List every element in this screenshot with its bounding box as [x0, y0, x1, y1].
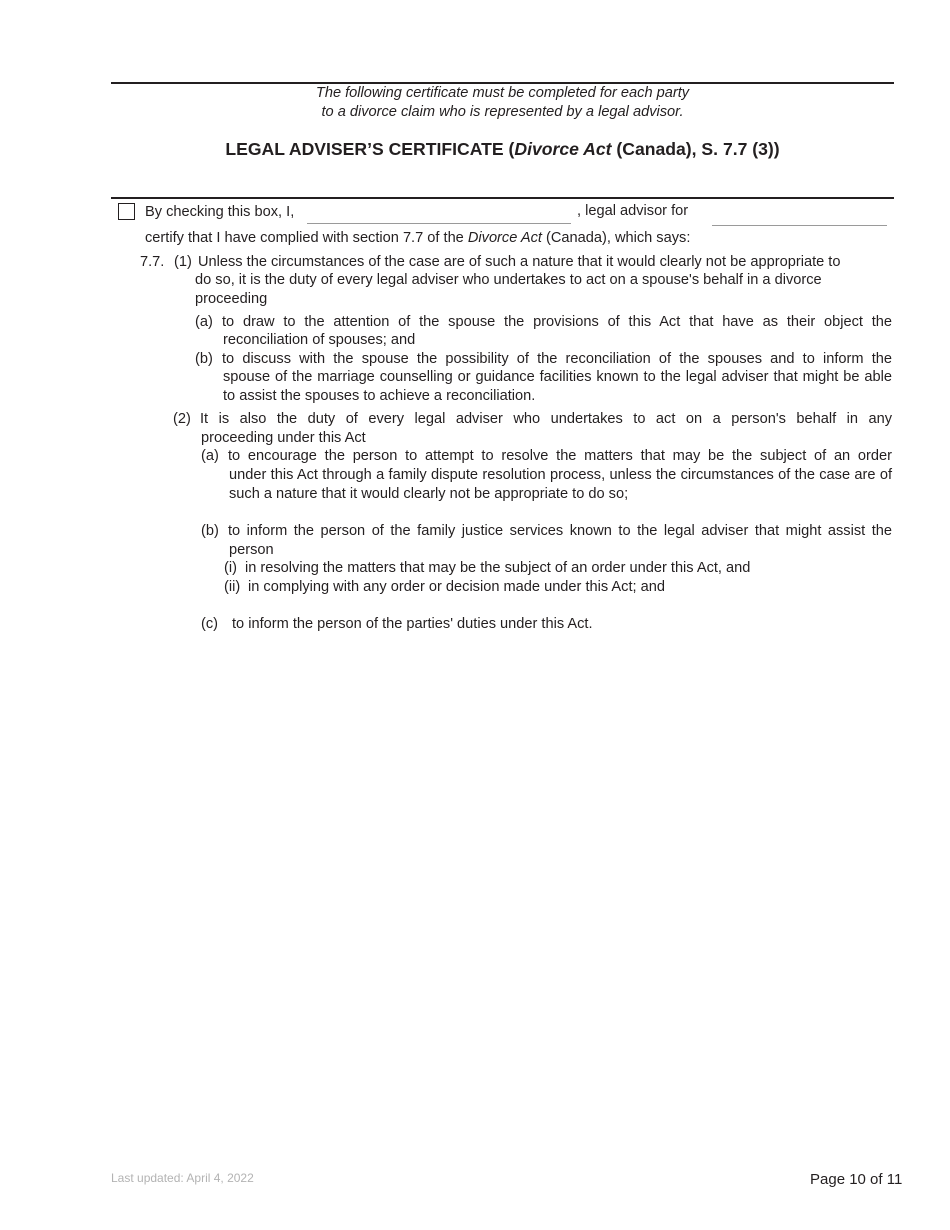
subsection-1-rest: do so, it is the duty of every legal adviser who undertakes to act on a spouse's behalf in a divorce proceeding	[195, 272, 822, 307]
certificate-title	[111, 139, 894, 160]
item-1a-rest: reconciliation of spouses; and	[223, 332, 416, 348]
certify-post: (Canada), which says:	[541, 230, 691, 246]
item-2b-ii-text: in complying with any order or decision made under this Act; and	[248, 579, 665, 595]
item-1b-label: (b)	[195, 351, 213, 367]
intro-line-2: to a divorce claim who is represented by a legal advisor.	[321, 104, 684, 120]
item-2c-label: (c)	[201, 616, 219, 632]
item-2a-label: (a)	[201, 448, 219, 464]
item-2b-label: (b)	[201, 523, 219, 539]
title-italic: Divorce Act	[514, 139, 612, 159]
by-checking-label: By checking this box, I,	[145, 204, 295, 220]
intro-line-1: The following certificate must be completed for each party	[315, 85, 690, 101]
page-number: Page 10 of 11	[810, 1171, 903, 1188]
party-name-field[interactable]	[712, 207, 887, 226]
intro-note	[111, 84, 894, 122]
certify-checkbox[interactable]	[118, 203, 135, 220]
certify-statement	[145, 229, 690, 247]
item-1b-rest: spouse of the marriage counselling or guidance facilities known to the legal adviser that might be able to assist the spouses to achieve a reconciliation.	[223, 369, 892, 404]
advisor-name-field[interactable]	[307, 205, 571, 224]
title-part-2: (Canada), S. 7.7 (3))	[611, 139, 780, 159]
item-1a-first-line: to draw to the attention of the spouse the provisions of this Act that have as their object the	[222, 314, 892, 330]
item-2c-text: to inform the person of the parties' duties under this Act.	[232, 616, 593, 632]
subsection-1-first-line: Unless the circumstances of the case are of such a nature that it would clearly not be appropriate to	[198, 254, 841, 270]
subsection-2-first-line: It is also the duty of every legal adviser who undertakes to act on a person's behalf in any	[200, 411, 892, 427]
subsection-2-rest: proceeding under this Act	[201, 430, 366, 446]
item-2b-rest: person	[229, 542, 274, 558]
legal-advisor-for-label: , legal advisor for	[577, 203, 689, 219]
item-2b-ii-label: (ii)	[224, 579, 241, 595]
section-rule	[111, 197, 894, 199]
subsection-1-label: (1)	[174, 254, 192, 270]
title-part-1: LEGAL ADVISER’S CERTIFICATE (	[225, 139, 515, 159]
subsection-2-label: (2)	[173, 411, 191, 427]
item-2b-first-line: to inform the person of the family justice services known to the legal adviser that might assist the	[228, 523, 892, 539]
item-2a-first-line: to encourage the person to attempt to resolve the matters that may be the subject of an order	[228, 448, 892, 464]
item-2b-i-label: (i)	[224, 560, 237, 576]
item-1a-label: (a)	[195, 314, 213, 330]
section-number: 7.7.	[140, 254, 165, 270]
certify-pre: certify that I have complied with section 7.7 of the	[145, 230, 468, 246]
item-2a-rest: under this Act through a family dispute resolution process, unless the circumstances of the case are of such a nature that it would clearly not be appropriate to do so;	[229, 467, 892, 502]
item-2b-i-text: in resolving the matters that may be the subject of an order under this Act, and	[245, 560, 751, 576]
item-1b-first-line: to discuss with the spouse the possibility of the reconciliation of the spouses and to inform the	[222, 351, 892, 367]
certify-italic: Divorce Act	[467, 230, 542, 246]
last-updated: Last updated: April 4, 2022	[111, 1171, 254, 1185]
